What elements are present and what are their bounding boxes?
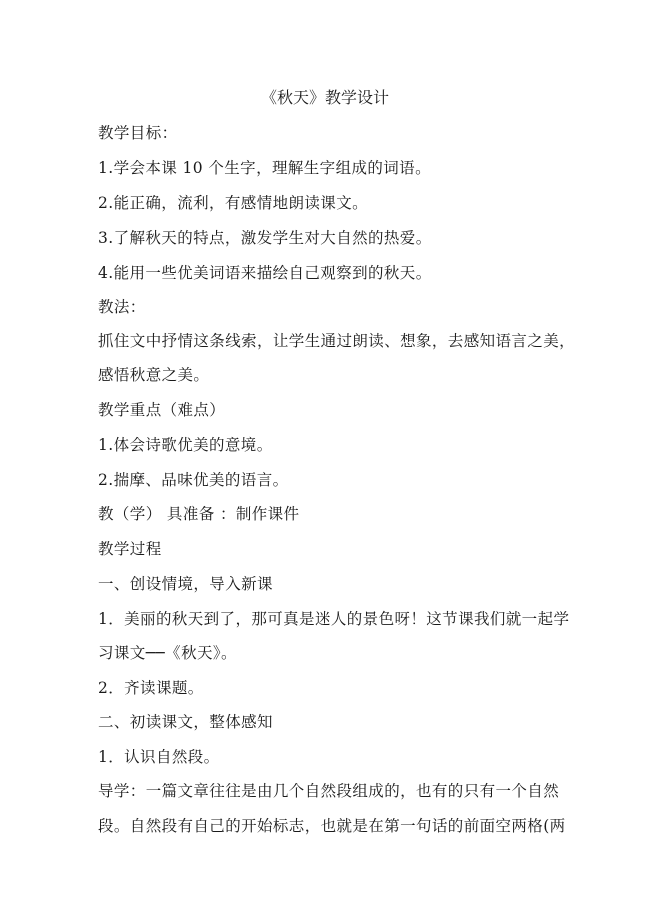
step-1-line-1: 1．美丽的秋天到了，那可真是迷人的景色呀！这节课我们就一起学 bbox=[98, 610, 570, 628]
guide-paragraph-line-1: 导学：一篇文章往往是由几个自然段组成的，也有的只有一个自然 bbox=[98, 782, 560, 800]
heading-goals: 教学目标： bbox=[98, 124, 178, 142]
method-paragraph-line-1: 抓住文中抒情这条线索，让学生通过朗读、想象，去感知语言之美， bbox=[98, 332, 576, 350]
section-heading-2: 二、初读课文，整体感知 bbox=[98, 713, 273, 731]
heading-method: 教法： bbox=[98, 298, 146, 316]
guide-paragraph-line-2: 段。自然段有自己的开始标志，也就是在第一句话的前面空两格(两 bbox=[98, 817, 566, 835]
section-heading-1: 一、创设情境，导入新课 bbox=[98, 575, 273, 593]
substep-1-line: 1．认识自然段。 bbox=[98, 748, 220, 766]
goal-item-1: 1.学会本课 10 个生字，理解生字组成的词语。 bbox=[98, 159, 431, 177]
goal-item-4: 4.能用一些优美词语来描绘自己观察到的秋天。 bbox=[98, 264, 432, 282]
key-point-item-1: 1.体会诗歌优美的意境。 bbox=[98, 436, 273, 454]
goal-item-2: 2.能正确，流利，有感情地朗读课文。 bbox=[98, 194, 368, 212]
step-1-line-2: 习课文──《秋天》。 bbox=[98, 644, 237, 662]
document-title: 《秋天》教学设计 bbox=[260, 88, 389, 107]
goal-item-3: 3.了解秋天的特点，激发学生对大自然的热爱。 bbox=[98, 229, 432, 247]
key-point-item-2: 2.揣摩、品味优美的语言。 bbox=[98, 471, 289, 489]
method-paragraph-line-2: 感悟秋意之美。 bbox=[98, 366, 210, 384]
teaching-aids-line: 教（学） 具准备 ：制作课件 bbox=[98, 505, 300, 523]
step-2-line: 2．齐读课题。 bbox=[98, 679, 204, 697]
heading-process: 教学过程 bbox=[98, 540, 162, 558]
heading-key-points: 教学重点（难点） bbox=[98, 401, 226, 419]
